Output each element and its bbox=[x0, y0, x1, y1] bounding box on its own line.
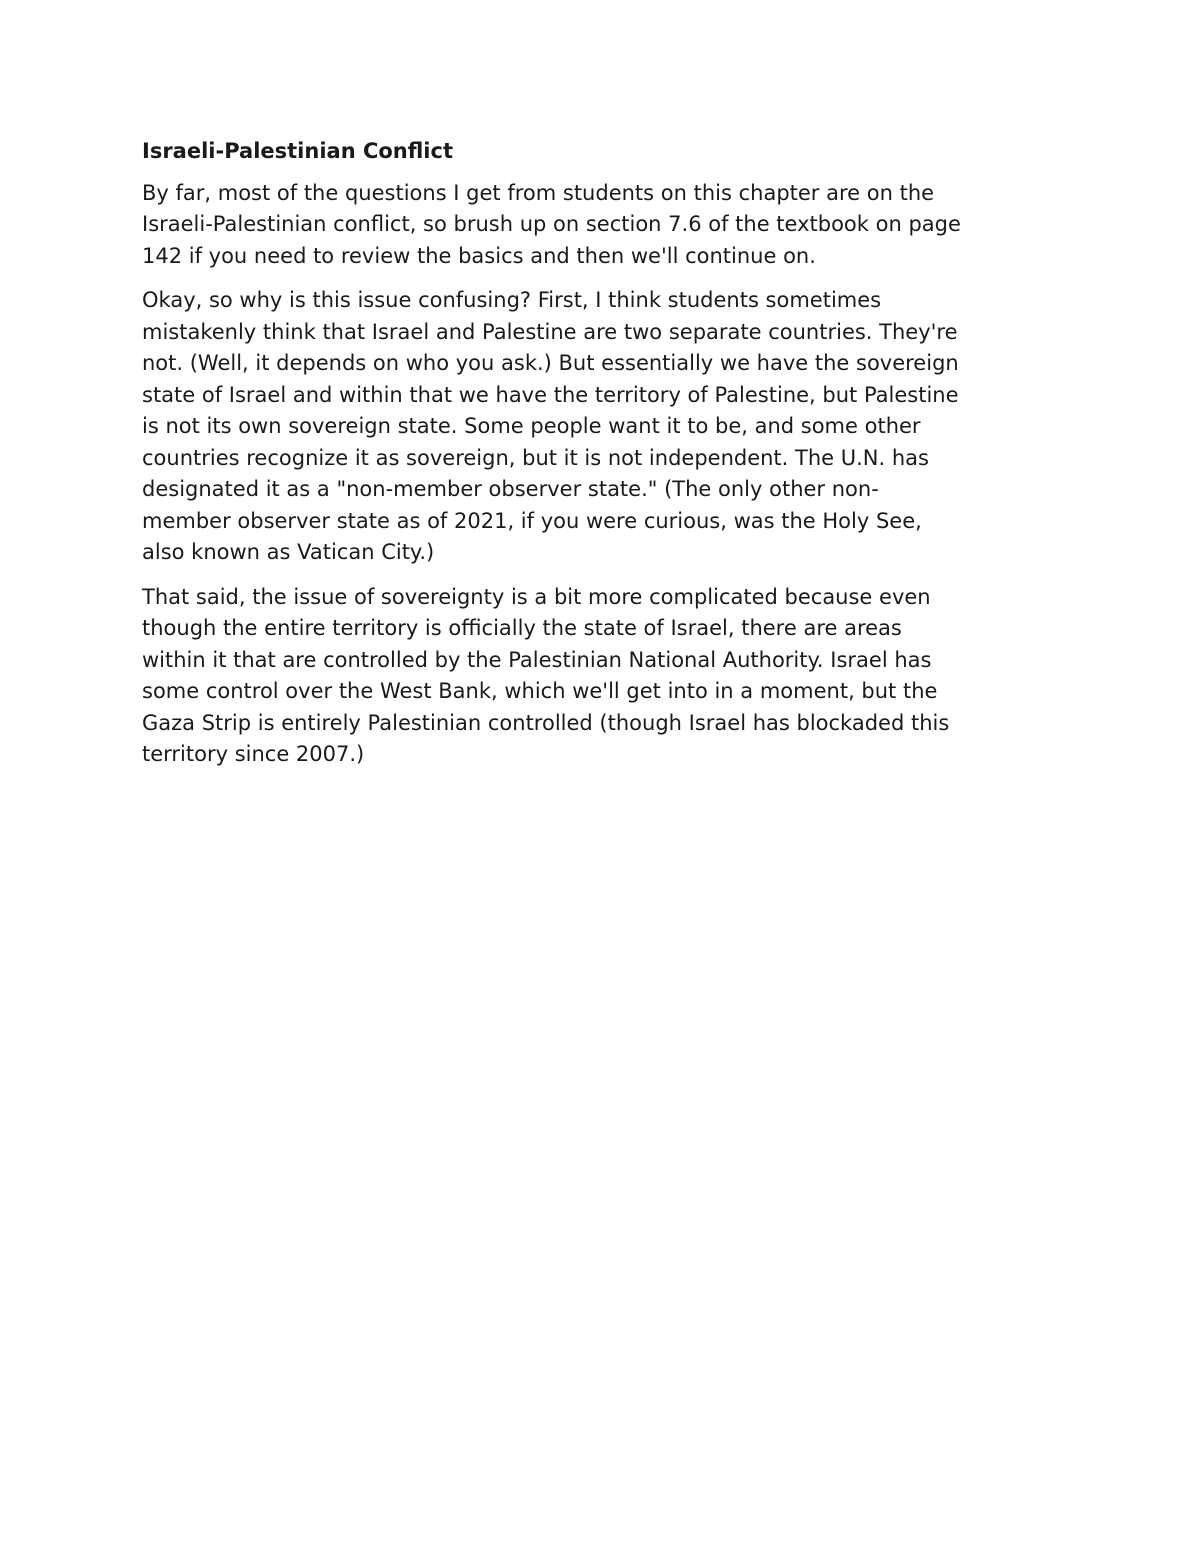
paragraph-1 bbox=[142, 178, 1072, 273]
text-line: countries recognize it as sovereign, but it is not independent. The U.N. has bbox=[142, 445, 929, 470]
text-line: By far, most of the questions I get from students on this chapter are on the bbox=[142, 180, 935, 205]
text-line: also known as Vatican City.) bbox=[142, 540, 435, 564]
paragraph-3 bbox=[142, 582, 1072, 771]
text-line: state of Israel and within that we have the territory of Palestine, but Palestine bbox=[142, 382, 959, 407]
text-line: 142 if you need to review the basics and then we'll continue on. bbox=[142, 243, 816, 268]
paragraph-2 bbox=[142, 285, 1072, 569]
text-line: within it that are controlled by the Palestinian National Authority. Israel has bbox=[142, 647, 932, 672]
document-title: Israeli-Palestinian Conflict bbox=[142, 139, 453, 163]
text-line: Gaza Strip is entirely Palestinian controlled (though Israel has blockaded this bbox=[142, 710, 950, 735]
text-line: Israeli-Palestinian conflict, so brush up on section 7.6 of the textbook on page bbox=[142, 212, 961, 236]
text-line: mistakenly think that Israel and Palestine are two separate countries. They're bbox=[142, 319, 958, 344]
document-body bbox=[142, 136, 1072, 784]
text-line: member observer state as of 2021, if you were curious, was the Holy See, bbox=[142, 508, 922, 533]
text-line: some control over the West Bank, which we'll get into in a moment, but the bbox=[142, 679, 938, 703]
text-line: is not its own sovereign state. Some people want it to be, and some other bbox=[142, 414, 921, 438]
text-line: designated it as a "non-member observer state." (The only other non- bbox=[142, 477, 879, 501]
text-line: territory since 2007.) bbox=[142, 742, 365, 766]
text-line: not. (Well, it depends on who you ask.) But essentially we have the sovereign bbox=[142, 351, 959, 375]
text-line: Okay, so why is this issue confusing? First, I think students sometimes bbox=[142, 288, 882, 312]
text-line: That said, the issue of sovereignty is a bit more complicated because even bbox=[142, 584, 931, 609]
text-line: though the entire territory is officially the state of Israel, there are areas bbox=[142, 616, 902, 640]
